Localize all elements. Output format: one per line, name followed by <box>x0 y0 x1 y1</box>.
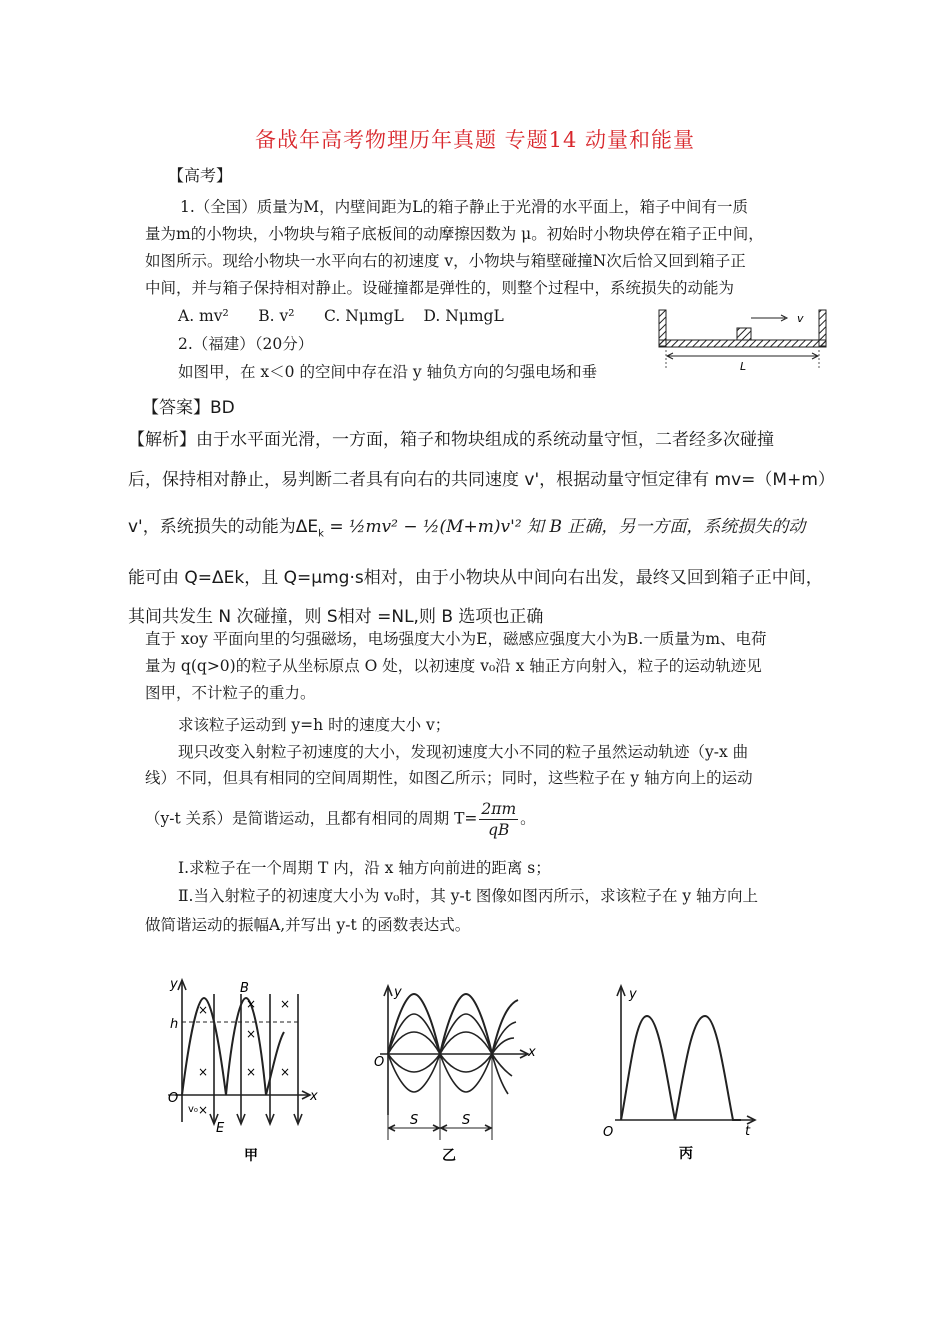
figure-jia <box>160 972 320 1167</box>
jia-caption: 甲 <box>244 1148 258 1164</box>
q1-options: A. mv² B. v² C. NμmgL D. NμmgL <box>178 307 504 325</box>
jia-h-label: h <box>170 1017 179 1032</box>
q2-line6: 线）不同，但具有相同的空间周期性，如图乙所示；同时，这些粒子在 y 轴方向上的运动 <box>145 769 753 787</box>
jia-cross-6: × <box>280 997 291 1011</box>
analysis-line1: 【解析】由于水平面光滑，一方面，箱子和物块组成的系统动量守恒，二者经多次碰撞 <box>128 430 774 450</box>
q2-intro: 如图甲，在 x＜0 的空间中存在沿 y 轴负方向的匀强电场和垂 <box>178 363 598 381</box>
bing-y-label: y <box>629 987 637 1002</box>
yi-s-label-1: S <box>410 1113 419 1128</box>
period-fraction <box>479 799 518 840</box>
section-tag: 【高考】 <box>168 166 233 185</box>
period-denominator: qB <box>488 821 510 839</box>
q2-line10: 做简谐运动的振幅A,并写出 y-t 的函数表达式。 <box>145 916 471 934</box>
analysis-line2: 后，保持相对静止，易判断二者具有向右的共同速度 v'，根据动量守恒定律有 mv=（M+m） <box>128 470 835 490</box>
yi-origin-label: O <box>374 1055 385 1070</box>
yi-s-label-2: S <box>462 1113 471 1128</box>
yi-caption: 乙 <box>442 1148 456 1164</box>
analysis-line3-part1: v'，系统损失的动能为ΔE <box>128 517 319 537</box>
small-block <box>737 328 751 340</box>
bing-origin-label: O <box>603 1125 614 1140</box>
q1-line3: 如图所示。现给小物块一水平向右的初速度 v，小物块与箱壁碰撞N次后恰又回到箱子正 <box>145 252 746 270</box>
q2-head: 2.（福建）（20分） <box>178 335 314 353</box>
box-floor <box>659 340 826 347</box>
bing-caption: 丙 <box>679 1146 693 1162</box>
jia-cross-2: × <box>198 1065 209 1079</box>
length-label: L <box>740 360 747 372</box>
analysis-line4: 能可由 Q=ΔEk，且 Q=μmg·s相对，由于小物块从中间向右出发，最终又回到箱子正中间， <box>128 568 823 588</box>
analysis-line5: 其间共发生 N 次碰撞，则 S相对 =NL,则 B 选项也正确 <box>128 607 544 627</box>
bing-t-label: t <box>745 1124 751 1139</box>
yi-y-label: y <box>394 985 402 1000</box>
jia-E-label: E <box>216 1121 225 1136</box>
jia-cross-5: × <box>246 1065 257 1079</box>
analysis-line3: v'，系统损失的动能为$\Delta E_k$ = ½mv² − ½(M+m)v'² 知 B 正确，另一方面，系统损失的动 <box>128 517 806 540</box>
period-numerator: 2πm <box>481 800 517 818</box>
jia-cross-8: × <box>198 1103 209 1117</box>
q2-line7-end: 。 <box>520 809 536 828</box>
jia-cross-1: × <box>198 1003 209 1017</box>
analysis-line3-formula: = ½mv² − ½(M+m)v'² 知 B 正确，另一方面，系统损失的动 <box>329 517 806 537</box>
box-figure <box>655 306 830 372</box>
page-title: 备战年高考物理历年真题 专题14 动量和能量 <box>254 128 696 152</box>
jia-cross-7: × <box>280 1065 291 1079</box>
figure-yi <box>368 980 548 1167</box>
figure-bing <box>595 980 765 1167</box>
q1-line4: 中间，并与箱子保持相对静止。设碰撞都是弹性的，则整个过程中，系统损失的动能为 <box>145 279 735 297</box>
jia-B-label: B <box>240 981 249 996</box>
q1-line2: 量为m的小物块，小物块与箱子底板间的动摩擦因数为 μ。初始时小物块停在箱子正中间， <box>145 225 764 243</box>
jia-cross-4: × <box>246 1027 257 1041</box>
q1-line1: 1.（全国）质量为M，内壁间距为L的箱子静止于光滑的水平面上，箱子中间有一质 <box>180 198 748 216</box>
q2-line4: 求该粒子运动到 y=h 时的速度大小 v； <box>178 716 451 734</box>
q2-line3: 图甲，不计粒子的重力。 <box>145 684 316 702</box>
q2-line7 <box>145 799 536 840</box>
jia-cross-3: × <box>246 997 257 1011</box>
answer-line: 【答案】BD <box>142 398 235 418</box>
jia-y-label: y <box>170 977 178 992</box>
jia-x-label: x <box>310 1089 318 1104</box>
velocity-label: v <box>797 312 804 325</box>
q2-line5: 现只改变入射粒子初速度的大小，发现初速度大小不同的粒子虽然运动轨迹（y-x 曲 <box>178 743 749 761</box>
q2-line1: 直于 xoy 平面向里的匀强磁场，电场强度大小为E，磁感应强度大小为B.一质量为m、电荷 <box>145 630 767 648</box>
q2-line2: 量为 q(q>0)的粒子从坐标原点 O 处，以初速度 v₀沿 x 轴正方向射入，粒子的运动轨迹见 <box>145 657 762 675</box>
q2-line9: Ⅱ.当入射粒子的初速度大小为 v₀时，其 y-t 图像如图丙所示，求该粒子在 y 轴方向上 <box>178 887 759 905</box>
jia-v0-label: v₀ <box>188 1104 198 1115</box>
q2-line7-text: （y-t 关系）是简谐运动，且都有相同的周期 T= <box>145 809 478 828</box>
q2-line8: Ⅰ.求粒子在一个周期 T 内，沿 x 轴方向前进的距离 s； <box>178 859 551 877</box>
jia-origin-label: O <box>168 1091 179 1106</box>
yi-x-label: x <box>528 1045 536 1060</box>
